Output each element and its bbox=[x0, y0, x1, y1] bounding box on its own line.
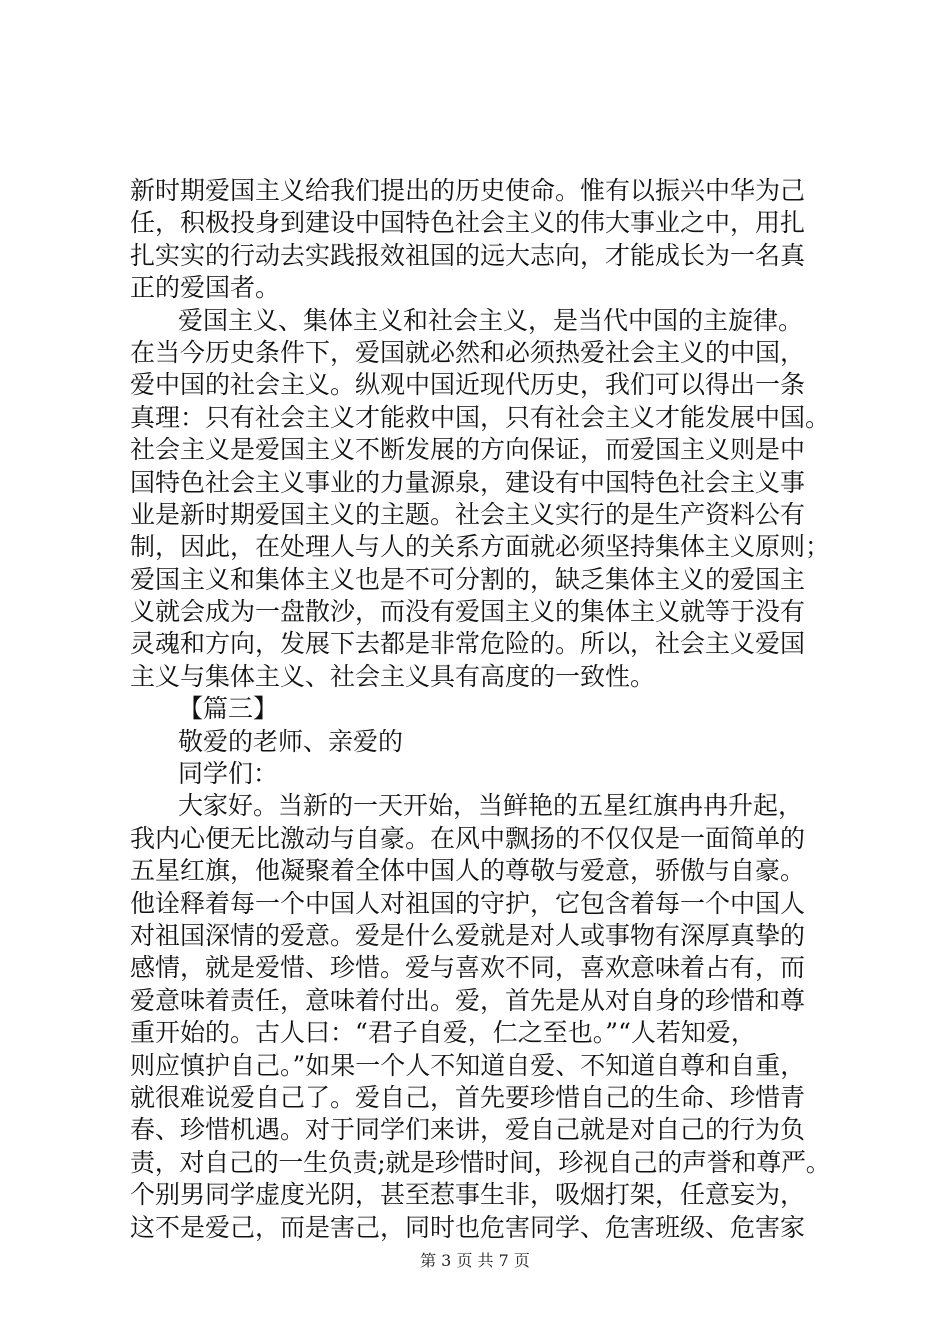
text-line: 大家好。当新的一天开始，当鲜艳的五星红旗冉冉升起， bbox=[178, 791, 804, 821]
text-line: 业是新时期爱国主义的主题。社会主义实行的是生产资料公有 bbox=[130, 499, 806, 529]
text-line: 他诠释着每一个中国人对祖国的守护，它包含着每一个中国人 bbox=[130, 888, 806, 918]
text-line: 个别男同学虚度光阴，甚至惹事生非，吸烟打架，任意妄为， bbox=[130, 1180, 806, 1210]
text-line: 爱国主义和集体主义也是不可分割的，缺乏集体主义的爱国主 bbox=[130, 564, 806, 594]
text-line: 责，对自己的一生负责;就是珍惜时间，珍视自己的声誉和尊严。 bbox=[130, 1147, 830, 1177]
text-line: 对祖国深情的爱意。爱是什么爱就是对人或事物有深厚真挚的 bbox=[130, 920, 806, 950]
text-line: 灵魂和方向，发展下去都是非常危险的。所以，社会主义爱国 bbox=[130, 629, 806, 659]
text-line: 在当今历史条件下，爱国就必然和必须热爱社会主义的中国， bbox=[130, 337, 806, 367]
text-line: 正的爱国者。 bbox=[130, 273, 281, 303]
body-text bbox=[130, 175, 830, 1244]
text-line: 则应慎护自己。”如果一个人不知道自爱、不知道自尊和自重， bbox=[130, 1050, 806, 1080]
text-line: 五星红旗，他凝聚着全体中国人的尊敬与爱意，骄傲与自豪。 bbox=[130, 856, 806, 886]
text-line: 任，积极投身到建设中国特色社会主义的伟大事业之中，用扎 bbox=[130, 208, 806, 238]
text-line: 主义与集体主义、社会主义具有高度的一致性。 bbox=[130, 661, 656, 691]
text-line: 真理：只有社会主义才能救中国，只有社会主义才能发展中国。 bbox=[130, 402, 830, 432]
text-line: 就很难说爱自己了。爱自己，首先要珍惜自己的生命、珍惜青 bbox=[130, 1082, 806, 1112]
text-line: 义就会成为一盘散沙，而没有爱国主义的集体主义就等于没有 bbox=[130, 597, 806, 627]
page-footer: 第 3 页 共 7 页 bbox=[420, 1251, 530, 1270]
text-line: 这不是爱己，而是害己，同时也危害同学、危害班级、危害家 bbox=[130, 1212, 806, 1242]
text-line: 爱中国的社会主义。纵观中国近现代历史，我们可以得出一条 bbox=[130, 370, 806, 400]
text-line: 新时期爱国主义给我们提出的历史使命。惟有以振兴中华为己 bbox=[130, 176, 806, 205]
text-line: 我内心便无比激动与自豪。在风中飘扬的不仅仅是一面简单的 bbox=[130, 823, 806, 853]
text-line: 国特色社会主义事业的力量源泉，建设有中国特色社会主义事 bbox=[130, 467, 806, 497]
text-line: 社会主义是爱国主义不断发展的方向保证，而爱国主义则是中 bbox=[130, 435, 806, 465]
text-line: 春、珍惜机遇。对于同学们来讲，爱自己就是对自己的行为负 bbox=[130, 1115, 806, 1145]
text-line: 【篇三】 bbox=[178, 694, 279, 724]
text-line: 爱国主义、集体主义和社会主义，是当代中国的主旋律。 bbox=[178, 305, 804, 335]
text-line: 感情，就是爱惜、珍惜。爱与喜欢不同，喜欢意味着占有，而 bbox=[130, 953, 806, 983]
text-line: 制，因此，在处理人与人的关系方面就必须坚持集体主义原则； bbox=[130, 532, 830, 562]
text-line: 爱意味着责任，意味着付出。爱，首先是从对自身的珍惜和尊 bbox=[130, 985, 806, 1015]
text-line: 敬爱的老师、亲爱的 bbox=[178, 726, 404, 756]
text-line: 扎实实的行动去实践报效祖国的远大志向，才能成长为一名真 bbox=[130, 240, 806, 270]
text-line: 重开始的。古人曰：“君子自爱，仁之至也。”“人若知爱， bbox=[130, 1018, 756, 1048]
text-line: 同学们： bbox=[178, 759, 279, 789]
